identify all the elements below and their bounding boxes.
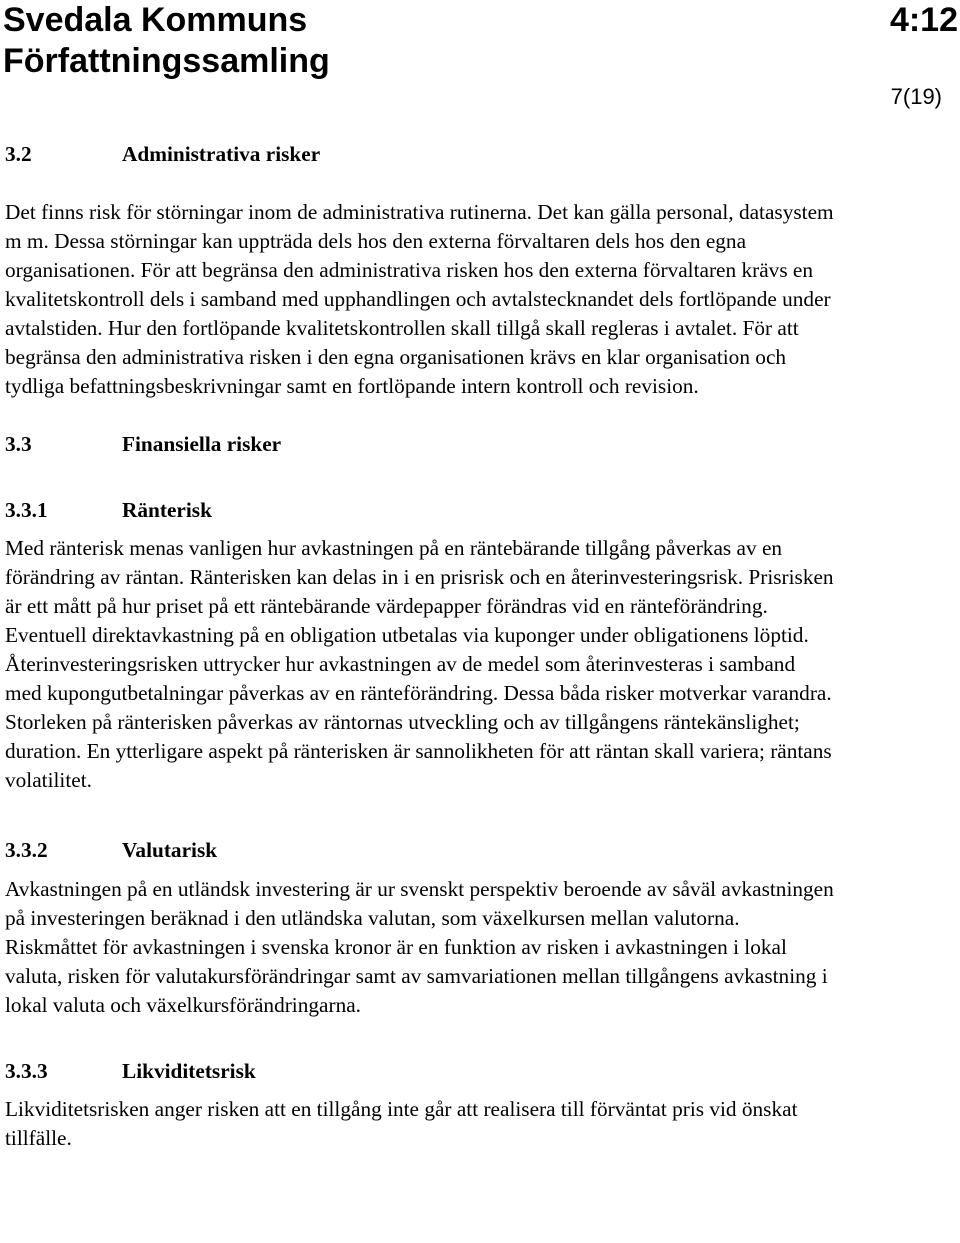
section-valutarisk — [5, 836, 835, 1020]
section-number: 3.3.1 — [5, 498, 48, 522]
section-title: Likviditetsrisk — [122, 1059, 256, 1083]
subsection-heading — [5, 1057, 835, 1086]
section-title: Finansiella risker — [122, 432, 282, 456]
document-body — [5, 140, 835, 1153]
section-administrativa-risker — [5, 140, 835, 401]
section-heading — [5, 430, 835, 459]
section-heading — [5, 140, 835, 169]
section-likviditetsrisk — [5, 1057, 835, 1153]
section-paragraph: Det finns risk för störningar inom de administrativa rutinerna. Det kan gälla personal, datasystem m m. Dessa störningar kan uppträda dels hos den externa förvaltaren dels hos den egna organisationen. För att begränsa den administrativa risken hos den externa förvaltaren krävs en kvalitetskontroll dels i samband med upphandlingen och avtalstecknandet dels fortlöpande under avtalstiden. Hur den fortlöpande kvalitetskontrollen skall tillgå skall regleras i avtalet. För att begränsa den administrativa risken i den egna organisationen krävs en klar organisation och tydliga befattningsbeskrivningar samt en fortlöpande intern kontroll och revision. — [5, 200, 834, 398]
page-number: 7(19) — [890, 84, 942, 109]
section-finansiella-risker — [5, 430, 835, 459]
section-number: 3.3.2 — [5, 838, 48, 862]
section-paragraph: Med ränterisk menas vanligen hur avkastningen på en räntebärande tillgång påverkas av en förändring av räntan. Ränterisken kan delas in i en prisrisk och en återinvesteringsrisk. Prisrisken är ett mått på hur priset på ett räntebärande värdepapper förändras vid en ränteförändring. Eventuell direktavkastning på en obligation utbetalas via kuponger under obligationens löptid. Återinvesteringsrisken uttrycker hur avkastningen av de medel som återinvesteras i samband med kupongutbetalningar påverkas av en ränteförändring. Dessa båda risker motverkar varandra. Storleken på ränterisken påverkas av räntornas utveckling och av tillgångens räntekänslighet; duration. En ytterligare aspekt på ränterisken är sannolikheten för att räntan skall variera; räntans volatilitet. — [5, 536, 834, 792]
section-paragraph: Likviditetsrisken anger risken att en tillgång inte går att realisera till förväntat pris vid önskat tillfälle. — [5, 1097, 798, 1150]
page-header — [0, 0, 960, 120]
subsection-heading — [5, 836, 835, 865]
section-title: Ränterisk — [122, 498, 212, 522]
org-title: Svedala Kommuns Författningssamling — [3, 1, 330, 80]
document-number: 4:12 — [889, 1, 958, 39]
section-number: 3.3.3 — [5, 1059, 48, 1083]
section-title: Valutarisk — [122, 838, 218, 862]
section-paragraph: Avkastningen på en utländsk investering är ur svenskt perspektiv beroende av såväl avkastningen på investeringen beräknad i den utländska valutan, som växelkursen mellan valutorna. Riskmåttet för avkastningen i svenska kronor är en funktion av risken i avkastningen i lokal valuta, risken för valutakursförändringar samt av samvariationen mellan tillgångens avkastning i lokal valuta och växelkursförändringarna. — [5, 877, 834, 1017]
section-ranterisk — [5, 496, 835, 795]
section-number: 3.2 — [5, 142, 32, 166]
section-number: 3.3 — [5, 432, 32, 456]
section-title: Administrativa risker — [122, 142, 321, 166]
subsection-heading — [5, 496, 835, 525]
